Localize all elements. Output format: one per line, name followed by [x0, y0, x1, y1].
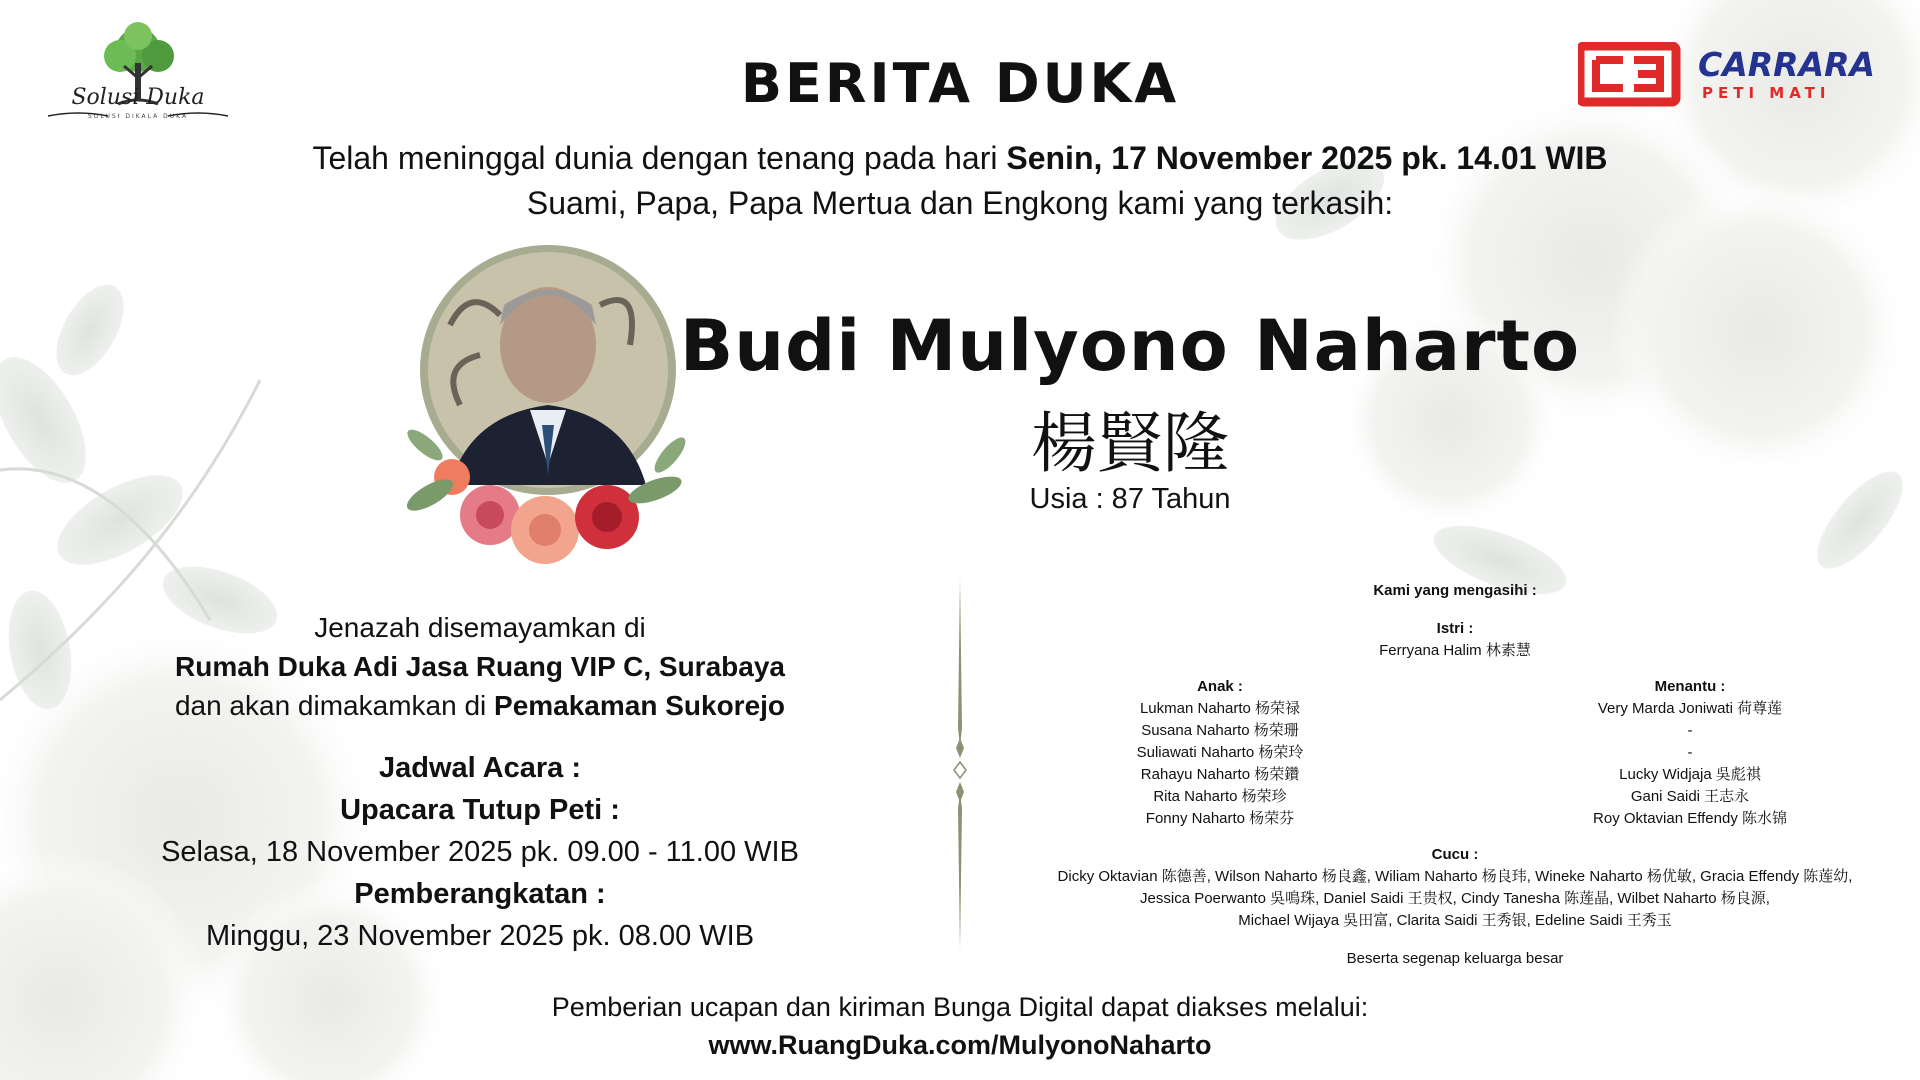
svg-text:CARRARA: CARRARA — [1698, 45, 1876, 84]
inlaws-label: Menantu : — [1654, 678, 1726, 695]
funeral-line: Jenazah disemayamkan di — [314, 612, 646, 643]
death-datetime: Senin, 17 November 2025 pk. 14.01 WIB — [1006, 140, 1608, 176]
grandchildren-line: Michael Wijaya 吳田富, Clarita Saidi 王秀银, Edeline Saidi 王秀玉 — [1238, 912, 1672, 929]
wife-name: Ferryana Halim 林素慧 — [1379, 642, 1531, 659]
deceased-name: Budi Mulyono Naharto — [679, 305, 1581, 387]
family-list — [1010, 580, 1900, 970]
children-column — [1010, 676, 1430, 830]
list-item: Very Marda Joniwati 荷尊莲 — [1597, 700, 1783, 717]
list-item: Fonny Naharto 杨荣芬 — [1145, 810, 1295, 827]
ornamental-divider — [950, 578, 970, 950]
list-item: Suliawati Naharto 杨荣玲 — [1136, 744, 1304, 761]
grandchildren-label: Cucu : — [1431, 846, 1479, 863]
funeral-info — [120, 608, 840, 957]
memorial-link[interactable]: www.RuangDuka.com/MulyonoNaharto — [708, 1030, 1212, 1060]
list-item: Gani Saidi 王志永 — [1630, 788, 1750, 805]
list-item: - — [1687, 744, 1693, 761]
intro-line: Telah meninggal dunia dengan tenang pada hari Senin, 17 November 2025 pk. 14.01 WIB — [312, 140, 1608, 176]
schedule — [120, 747, 840, 957]
list-item: Roy Oktavian Effendy 陈水锦 — [1593, 810, 1787, 827]
family-closing: Beserta segenap keluarga besar — [1346, 950, 1564, 967]
list-item: Rita Naharto 杨荣珍 — [1153, 788, 1287, 805]
svg-text:PETI MATI: PETI MATI — [1702, 84, 1831, 102]
children-label: Anak : — [1197, 678, 1243, 695]
list-item: - — [1687, 722, 1693, 739]
inlaws-column — [1480, 676, 1900, 830]
svg-text:Solusi Duka: Solusi Duka — [71, 85, 205, 110]
footer-text: Pemberian ucapan dan kiriman Bunga Digital dapat diakses melalui: — [551, 992, 1369, 1022]
list-item: Lukman Naharto 杨荣禄 — [1139, 700, 1301, 717]
event-time: Minggu, 23 November 2025 pk. 08.00 WIB — [205, 920, 755, 952]
event-title: Pemberangkatan : — [354, 878, 606, 910]
wife-label: Istri : — [1436, 620, 1474, 637]
intro-line-2: Suami, Papa, Papa Mertua dan Engkong kami yang terkasih: — [526, 185, 1394, 221]
funeral-line: dan akan dimakamkan di Pemakaman Sukorejo — [174, 690, 786, 721]
cemetery-name: Pemakaman Sukorejo — [494, 690, 786, 721]
page-title: BERITA DUKA — [740, 52, 1180, 115]
svg-text:SOLUSI DIKALA DUKA: SOLUSI DIKALA DUKA — [87, 113, 189, 120]
list-item: Lucky Widjaja 吳彪祺 — [1619, 766, 1761, 783]
deceased-age: Usia : 87 Tahun — [1029, 483, 1231, 515]
deceased-chinese-name: 楊賢隆 — [1031, 405, 1229, 482]
grandchildren-line: Jessica Poerwanto 吳鳴珠, Daniel Saidi 王贵权, Cindy Tanesha 陈莲晶, Wilbet Naharto 杨良源, — [1140, 890, 1770, 907]
funeral-location: Rumah Duka Adi Jasa Ruang VIP C, Surabaya — [175, 651, 785, 682]
list-item: Rahayu Naharto 杨荣鑽 — [1140, 766, 1300, 783]
list-item: Susana Naharto 杨荣珊 — [1141, 722, 1299, 739]
family-heading: Kami yang mengasihi : — [1373, 582, 1537, 599]
event-title: Upacara Tutup Peti : — [340, 794, 620, 826]
grandchildren-line: Dicky Oktavian 陈德善, Wilson Naharto 杨良鑫, Wiliam Naharto 杨良玮, Wineke Naharto 杨优敏, Gracia Effendy 陈莲幼, — [1057, 868, 1853, 885]
event-time: Selasa, 18 November 2025 pk. 09.00 - 11.00 WIB — [161, 836, 799, 868]
schedule-title: Jadwal Acara : — [378, 752, 582, 784]
